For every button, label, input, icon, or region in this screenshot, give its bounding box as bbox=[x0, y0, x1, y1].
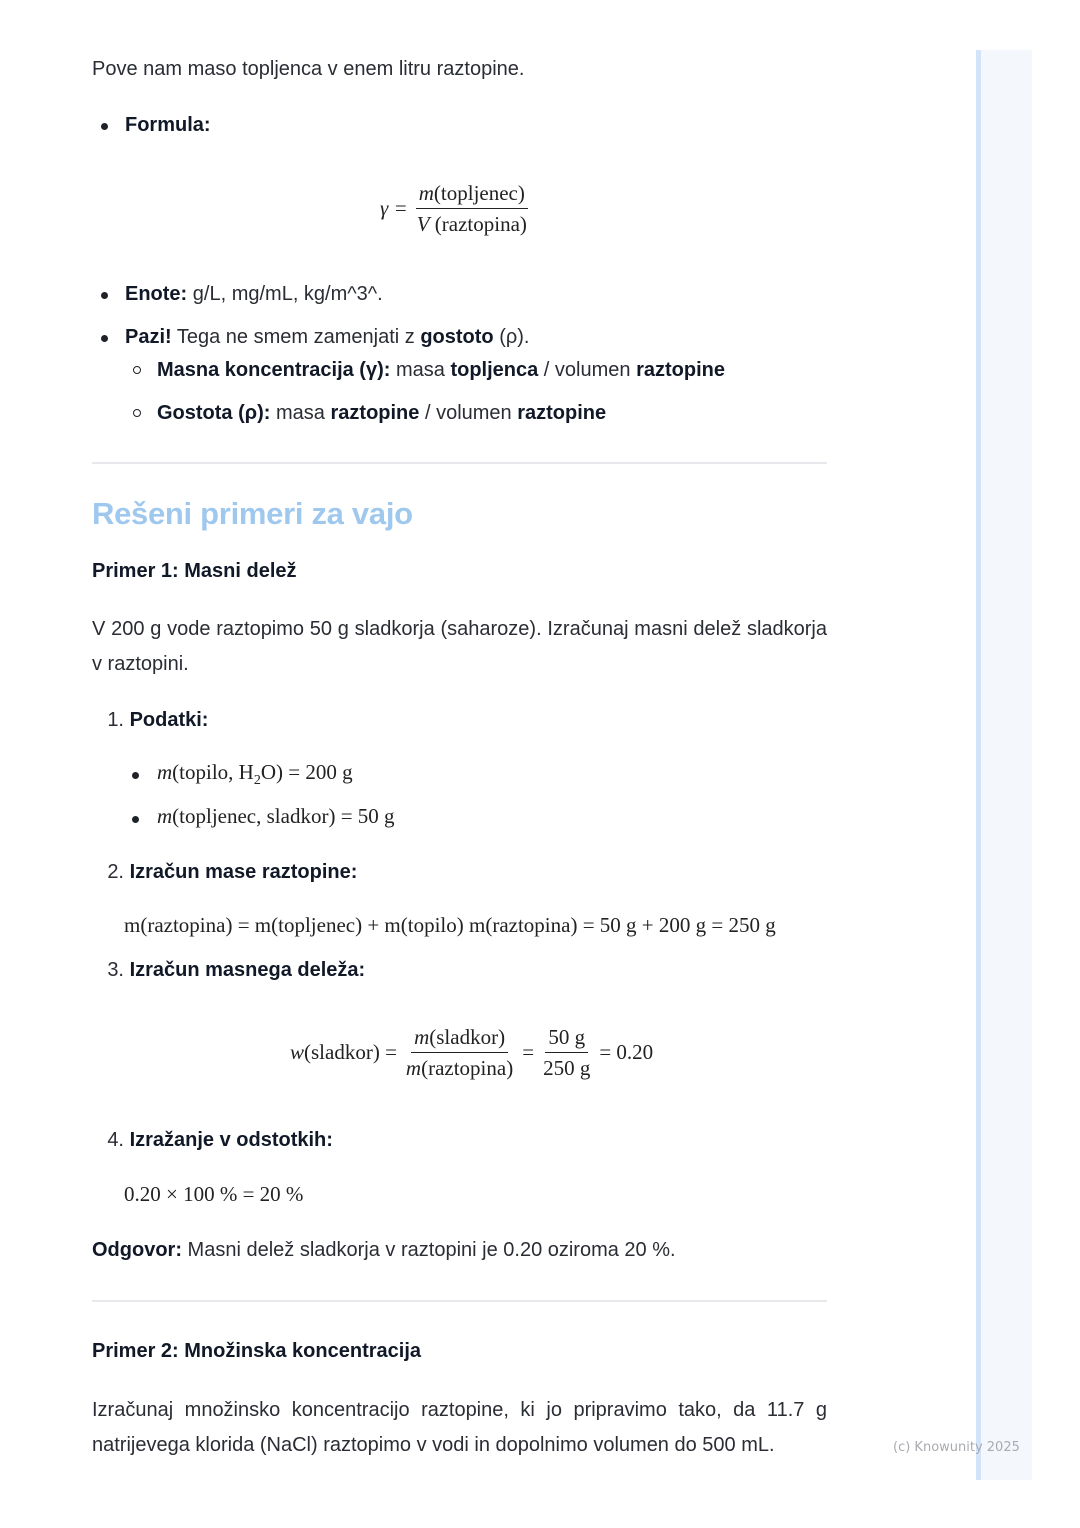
side-panel-accent bbox=[976, 50, 981, 1480]
formula-bullet bbox=[92, 108, 211, 143]
data-solvent: m(topilo, $H_2O) = 200$ g bbox=[132, 760, 353, 789]
example1-answer: Odgovor: Masni delež sladkorja v raztopini je 0.20 oziroma 20 %. bbox=[92, 1239, 676, 1261]
formula-gamma: γ = $\frac{\text{m(topljenec)}}{\text{V (raztopina)}}$ bbox=[380, 180, 536, 237]
mass-fraction-equation: w (sladkor) = $\frac{\text{m(sladkor)}}{\text{m(raztopina)}}$ = $\frac{50 g}{250 g}$ = 0.20 bbox=[290, 1025, 654, 1080]
mass-equation: m(raztopina) = m(topljenec) + m(topilo) m(raztopina) = 50 g + 200 g = 250 g bbox=[124, 913, 776, 937]
copyright-text: (c) Knowunity 2025 bbox=[893, 1440, 1020, 1455]
section-title: Rešeni primeri za vajo bbox=[92, 496, 413, 531]
step-4: 4. Izražanje v odstotkih: bbox=[107, 1129, 333, 1151]
side-panel bbox=[976, 50, 1032, 1480]
divider bbox=[92, 462, 827, 464]
example2-problem: Izračunaj množinsko koncentracijo raztopine, ki jo pripravimo tako, da 11.7 g natrijevega klorida (NaCl) raztopimo v vodi in dopolnimo volumen do 500 mL. bbox=[92, 1399, 827, 1456]
divider bbox=[92, 1300, 827, 1302]
sub-bullet-mass-concentration: Masna koncentracija (γ): masa topljenca / volumen raztopine bbox=[92, 353, 892, 388]
example1-problem: V 200 g vode raztopimo 50 g sladkorja (saharoze). Izračunaj masni delež sladkorja v raztopini. bbox=[92, 618, 827, 675]
example1-title: Primer 1: Masni delež bbox=[92, 560, 297, 582]
intro-text: Pove nam maso topljenca v enem litru raztopine. bbox=[92, 58, 525, 80]
units-bullet: Enote: g/L, mg/mL, kg/m^3^. bbox=[92, 277, 860, 312]
warning-bullet: Pazi! Tega ne smem zamenjati z gostoto (ρ). bbox=[92, 320, 860, 355]
sub-bullet-density: Gostota (ρ): masa raztopine / volumen raztopine bbox=[92, 396, 892, 431]
percent-equation: 0.20 × 100 % = 20 % bbox=[124, 1182, 304, 1206]
step-2: 2. Izračun mase raztopine: bbox=[107, 861, 358, 883]
formula-fraction: $\frac{\text{m(topljenec)}}{\text{V (raztopina)}}$ bbox=[416, 181, 527, 236]
data-solute: m(topljenec, sladkor) = 50 g bbox=[132, 804, 395, 829]
step-3: 3. Izračun masnega deleža: bbox=[107, 959, 366, 981]
step-1: 1. Podatki: bbox=[107, 709, 209, 731]
formula-label: Formula: bbox=[125, 114, 211, 136]
example2-title: Primer 2: Množinska koncentracija bbox=[92, 1340, 422, 1362]
